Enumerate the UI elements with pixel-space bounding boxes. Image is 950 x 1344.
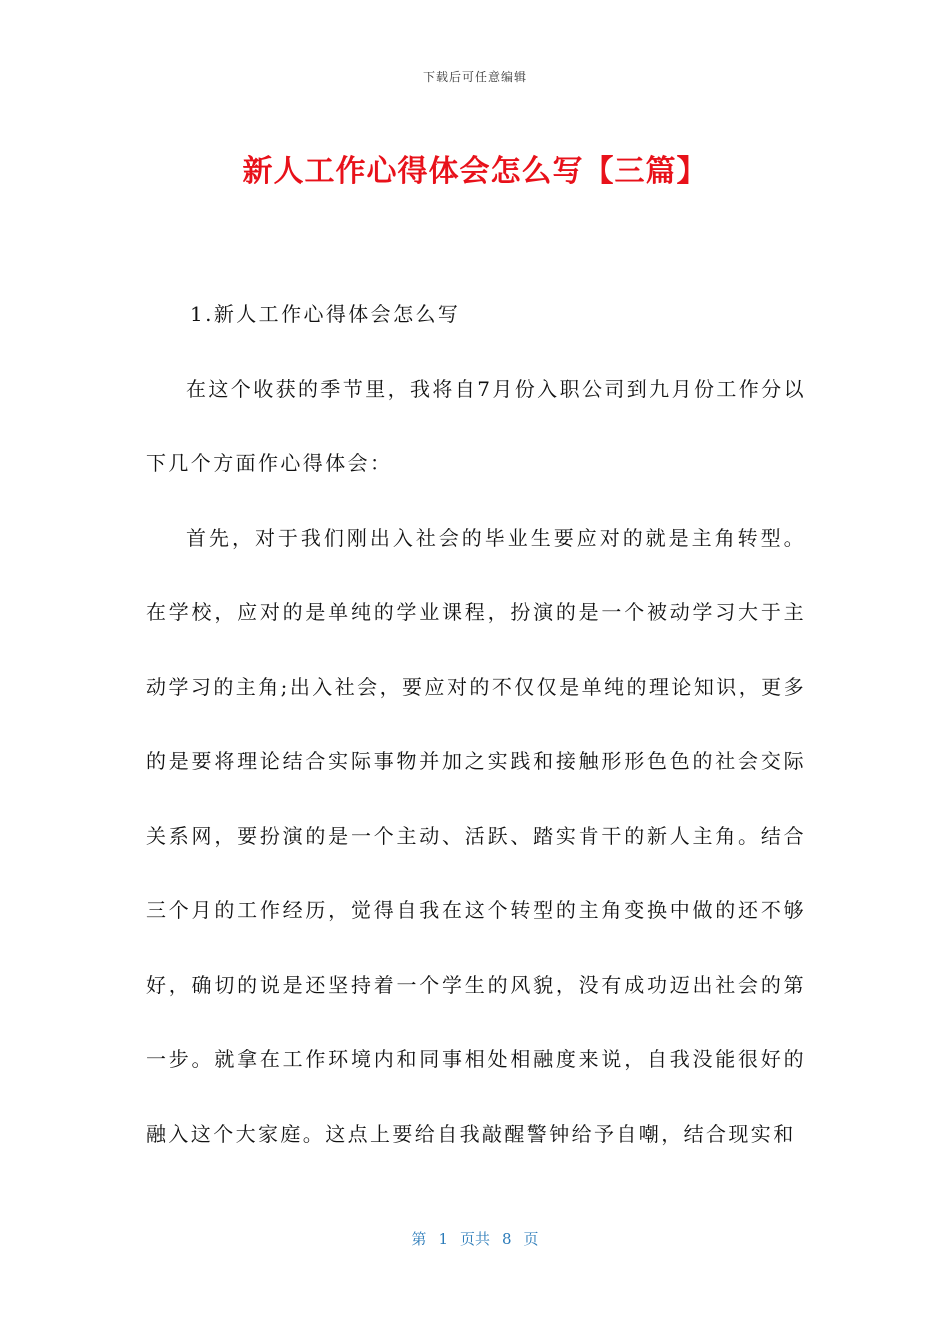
paragraph: 在这个收获的季节里，我将自7月份入职公司到九月份工作分以下几个方面作心得体会：	[146, 376, 806, 475]
document-body	[146, 277, 806, 1171]
page-footer	[0, 1228, 950, 1249]
paragraph: 首先，对于我们刚出入社会的毕业生要应对的就是主角转型。在学校，应对的是单纯的学业课程，扮演的是一个被动学习大于主动学习的主角;出入社会，要应对的不仅仅是单纯的理论知识，更多的是要将理论结合实际事物并加之实践和接触形形色色的社会交际关系网，要扮演的是一个主动、活跃、踏实肯干的新人主角。结合三个月的工作经历，觉得自我在这个转型的主角变换中做的还不够好，确切的说是还坚持着一个学生的风貌，没有成功迈出社会的第一步。就拿在工作环境内和同事相处相融度来说，自我没能很好的融入这个大家庭。这点上要给自我敲醒警钟给予自嘲，结合现实和	[146, 525, 806, 1146]
section-heading: 1.新人工作心得体会怎么写	[190, 302, 461, 326]
header-note: 下载后可任意编辑	[422, 70, 527, 84]
document-title: 新人工作心得体会怎么写【三篇】	[242, 154, 708, 189]
page-number: 1	[438, 1230, 448, 1248]
page-middle: 页共	[459, 1230, 490, 1248]
page-total: 8	[502, 1230, 512, 1248]
page-prefix: 第	[411, 1230, 427, 1248]
page-suffix: 页	[523, 1230, 539, 1248]
